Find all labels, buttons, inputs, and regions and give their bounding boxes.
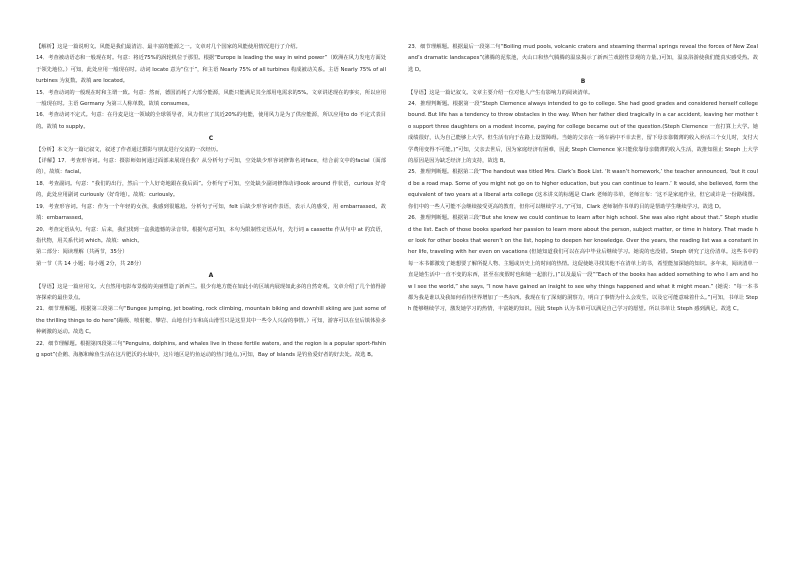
paragraph: 【详解】17．考查形容词。句意：摄影师如何通过面部来展现自我？从分析句子可知，空处缺少形容词修饰名词face，结合前文中的facial（面部的），故填：facial。: [36, 158, 386, 176]
paragraph: 19．考查形容词。句意：作为一个年轻的女孩，我感到很尴尬。分析句子可知，felt 后缺少形容词作表语，表示人的感受，用 embarrassed。故填：embarrassed。: [36, 203, 386, 222]
paragraph: 26．推理判断题。根据第三段“But she knew we could continue to learn after high school. She was also right about that.” Steph studied the list. Each of those books sparked her passion to learn more about the person, subject matter, or time in history. That made her look for other books that weren’t on the list, hoping to deepen her knowledge. Over the years, the reading list was a constant in her life, traveling with her even on vacations (但她知道我们可以在高中毕业后继续学习。她说的也没错。Steph 研究了这份清单。这些书中的每一本书都激发了她想要了解所提人物、主题或历史上的时间的热情。这促使她寻找其他不在清单上的书，希望能加深她的知识。多年来，阅读清单一直是她生活中一直不变的东西，甚至在度假时也和她一起旅行。)”以及最后一段““Each of the books has added something to who I am and how I see the world,” she says, “I now have gained an insight to see why things happened and what it might mean.” (她说：“每一本书都为我是谁以及我如何看待世界增加了一些东西。我现在有了深刻的洞察力，明白了事情为什么会发生，以及它可能意味着什么。”)可知，书单让 Steph 能够继续学习，激发她学习的热情，丰富她的知识。因此 Steph 认为书单可以满足自己学习的愿望。所以书单让 Steph 感到满足。故选 C。: [408, 215, 758, 313]
section-letter: A: [208, 272, 214, 280]
paragraph: 【分析】本文为一篇记叙文，叙述了作者通过摄影与朋友进行交流的一次经历。: [36, 146, 222, 153]
right-column: [408, 42, 758, 316]
paragraph: 16．考查动词不定式。句意：在丹麦是这一领域的全球领导者，风力供应了其近20%的电能，使用风力是为了供应能源，所以应用to do 不定式表目的。故填 to supply。: [36, 112, 386, 130]
paragraph: 24．推理判断题。根据第一段“Steph Clemence always intended to go to college. She had good grades and considered herself college bound. But life has a tendency to throw obstacles in the way. When her father died tragically in a car accident, leaving her mother to support three daughters on a modest income, paying for college became out of the question.(Steph Clemence 一直打算上大学。她成绩很好，认为自己能够上大学。但生活有向于在路上设置障碍。当她的父亲在一场车祸中不幸去世，留下母亲靠微薄的收入养活三个女儿时，支付大学费用变得不可能。)”可知，父亲去世后，因为家庭经济有困难，因此 Steph Clemence 家只能依靠母亲微薄的收入生活，故推知阻止 Steph 上大学的原因是因为缺乏经济上的支持，故选 B。: [408, 101, 759, 165]
paragraph: 第一节（共 14 小题；每小题 2分，共 28分）: [36, 260, 145, 267]
paragraph: 14．考查被动语态和一般现在时。句意：将近75%的涡轮机位于那里。根据“Europe is leading the way in wind power”（欧洲在风力发电方面处于领先地位。）可知，此处应用一般现在时。动词 locate 意为“位于”，和主语 Nearly 75% of all turbines 构成被动关系。主语 Nearly 75% of all turbines 为复数。故填 are located。: [36, 55, 386, 85]
paragraph: 20．考查定语从句。句意：后来，我们找到一盒我遗憾的录音带。根据句意可知，本句为限制性定语从句，先行词 a cassette 作从句中 at 的宾语，指代物，用关系代词 which。故填：which。: [36, 226, 386, 244]
paragraph: 15．考查动词的一般现在时和主谓一致。句意：然而，德国消耗了大部分能源，风能只能满足其全部用电需求的5%。文章讲述现在的事实，所以应用一般现在时。主语 Germany 为第三人称单数。故填 consumes。: [36, 89, 386, 108]
left-column: [36, 42, 386, 361]
section-letter: B: [580, 78, 586, 86]
paragraph: 【解析】这是一篇说明文。风能是我们最清洁、最丰富的能源之一。文章对几个国家的风能使用情况进行了介绍。: [36, 44, 301, 50]
paragraph: 【导语】这是一篇记叙文。文章主要介绍一位对他人产生有影响力的阅读清单。: [408, 89, 594, 96]
paragraph: 22．细节理解题。根据第四段第三句“Penguins, dolphins, and whales live in these fertile waters, and the region is a popular sport-fishing spot”(企鹅、海豚和鲸鱼生活在这片肥沃的水域中，这片地区是钓鱼运动的热门地点。)可知，Bay of Islands 是钓鱼爱好者的好去处。故选 B。: [36, 340, 386, 358]
paragraph: 18．考查副词。句意：“我们的出行，然后一个人好奇地跟在我后面”。分析句子可知，空处缺少副词修饰动词look around 作状语，curious 好奇的，此处应用副词 curiously（好奇地）。故填：curiously。: [36, 180, 386, 199]
paragraph: 25．推理判断题。根据第二段“The handout was titled Mrs. Clark’s Book List. ‘It wasn’t homework,’ the teacher announced, ‘but it could be a road map. Some of you might not go on to higher education, but you can continue to learn.’ It would, she believed, form the equivalent of two years at a liberal arts college (这本讲义的标题是 Clark 老师的书单，老师宣布：‘这不是家庭作业，但它或许是一份路线图。你们中的一些人可能不会继续接受更高的教育，但你可以继续学习。’)”可知，Clark 老师制作书单的目的是帮助学生继续学习。故选 D。: [408, 169, 758, 210]
paragraph: 【导语】这是一篇应用文。大自然用电影布景般的美丽塑造了新西兰。很少有地方能在如此小的区域内展现如此多的自然奇观。文章介绍了几个值得游客探索的最佳景点。: [36, 283, 386, 301]
paragraph: 21．细节理解题。根据第三段第二句“Bungee jumping, jet boating, rock climbing, mountain biking and downhill skiing are just some of the thrilling things to do here”(蹦极、喷射艇、攀岩、山地自行车和高山滑雪只是这里其中一些令人兴奋的事情。）可知，游客可以在皇后镇体验多种刺激的运动。故选 C。: [36, 306, 386, 336]
paragraph: 23．细节理解题。根据最后一段第二句“Boiling mud pools, volcanic craters and steaming thermal springs reveal the forces of New Zealand’s dramatic landscapes”(沸腾的泥浆池，火山口和热气腾腾的温泉揭示了新西兰戏剧性景观的力量。)可知，温泉浴游使我们能真实感受热。故选 D。: [408, 44, 758, 73]
section-letter: C: [208, 135, 214, 143]
paragraph: 第二部分：阅读理解（共两节，35分）: [36, 249, 128, 256]
